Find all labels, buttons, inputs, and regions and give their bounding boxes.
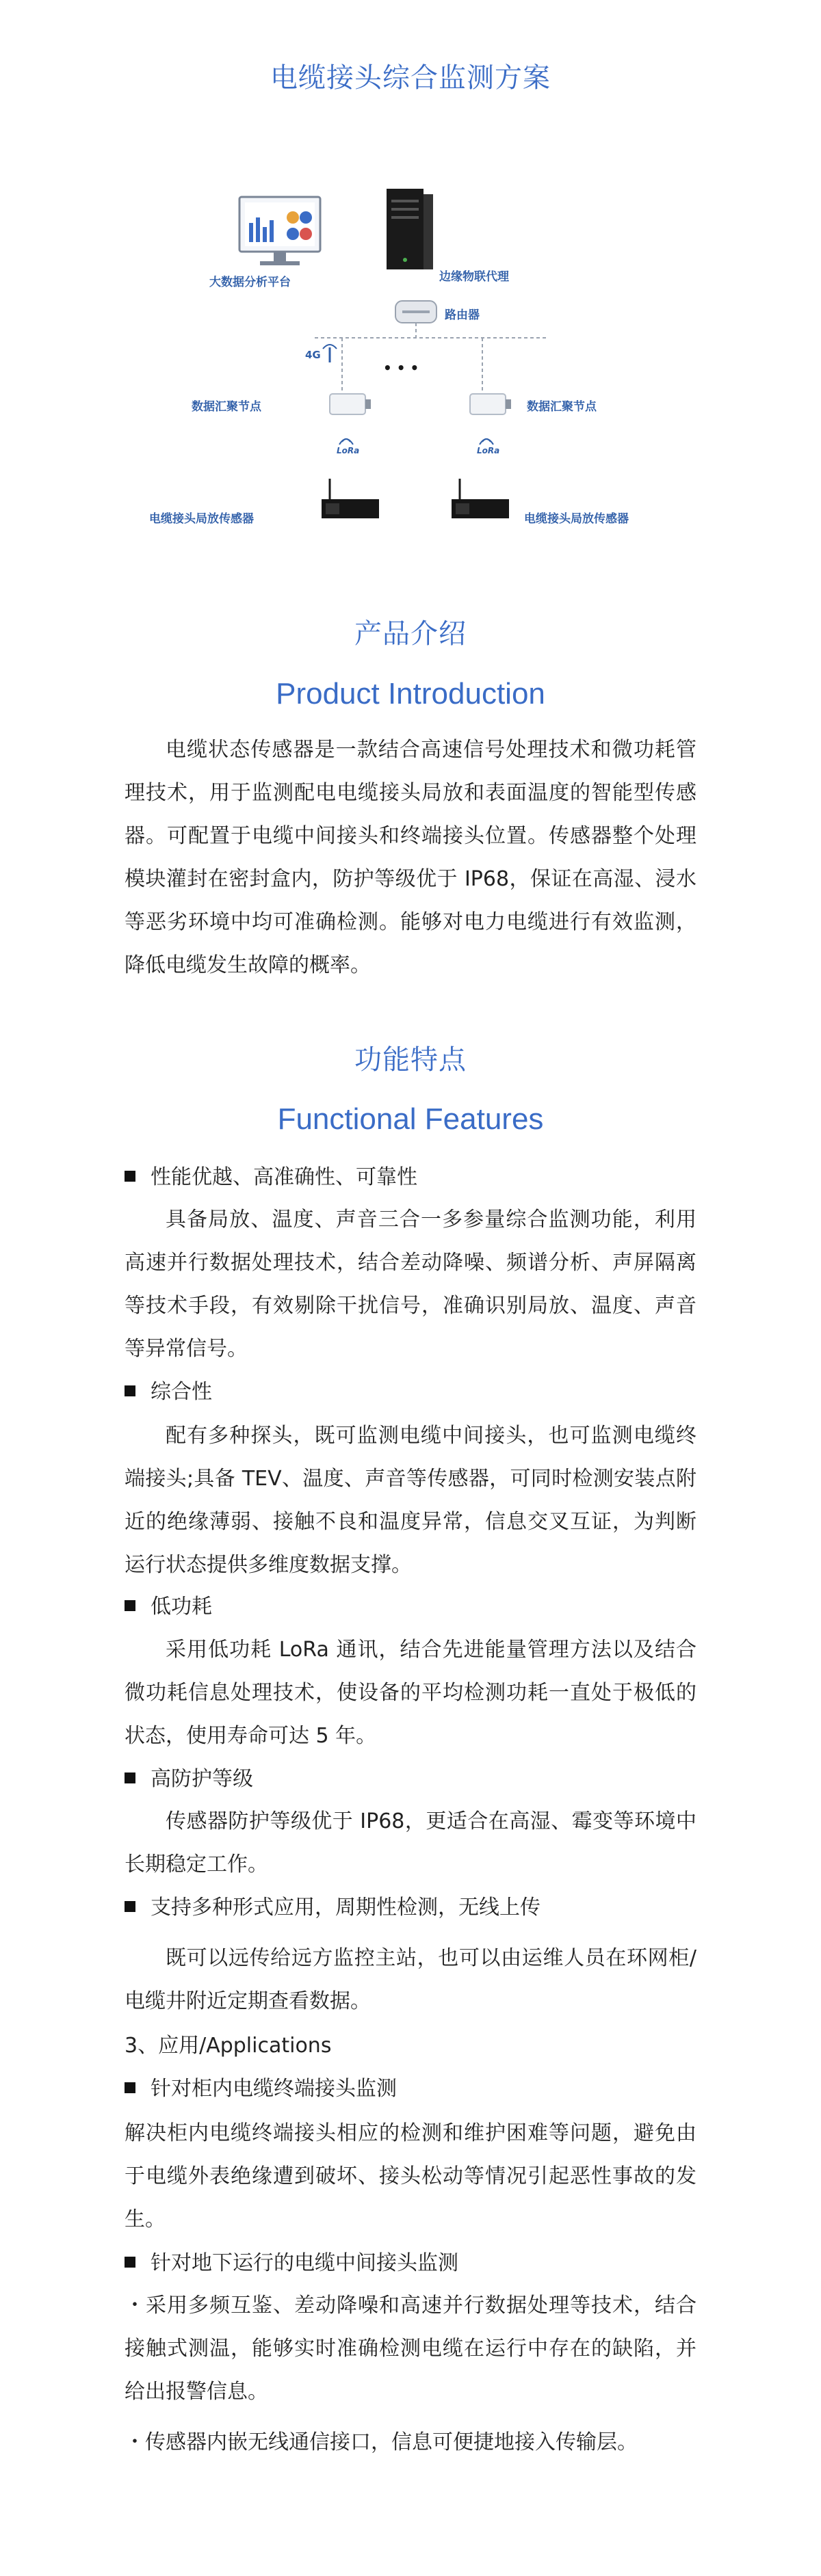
lora-left-label: LoRa <box>337 446 360 455</box>
feature-heading-1: 性能优越、高准确性、可靠性 <box>125 1164 696 1191</box>
feature-text-5: 既可以远传给远方监控主站，也可以由运维人员在环网柜/电缆井附近定期查看数据。 <box>125 1946 696 2013</box>
square-bullet-icon <box>125 2257 135 2268</box>
feature-heading-4: 高防护等级 <box>125 1766 696 1793</box>
data-node-left-icon <box>330 394 371 414</box>
edge-proxy-label: 边缘物联代理 <box>439 270 509 284</box>
application-text-1: 解决柜内电缆终端接头相应的检测和维护困难等问题，避免由于电缆外表绝缘遭到破坏、接头松动等情况引起恶性事故的发生。 <box>125 2121 696 2231</box>
server-icon <box>387 189 433 269</box>
network-label: 4G <box>305 349 321 361</box>
intro-title-en: Product Introduction <box>276 677 545 711</box>
sensor-left-icon <box>322 479 379 518</box>
application-heading-1: 针对柜内电缆终端接头监测 <box>125 2075 696 2103</box>
intro-paragraph: 电缆状态传感器是一款结合高速信号处理技术和微功耗管理技术，用于监测配电电缆接头局放和表面温度的智能型传感器。可配置于电缆中间接头和终端接头位置。传感器整个处理模块灌封在密封盒内，防护等级优于 IP68，保证在高湿、浸水等恶劣环境中均可准确检测。能够对电力电缆进行有效监测，降低电缆发生故障的概率。 <box>125 738 696 977</box>
node-right-label: 数据汇聚节点 <box>527 400 597 414</box>
antenna-icon <box>323 345 337 362</box>
application-heading-2: 针对地下运行的电缆中间接头监测 <box>125 2250 696 2277</box>
sensor-left-label: 电缆接头局放传感器 <box>149 512 254 526</box>
square-bullet-icon <box>125 1600 135 1611</box>
applications-title: 3、应用/Applications <box>125 2034 332 2058</box>
page-title: 电缆接头综合监测方案 <box>270 62 551 94</box>
intro-title-cn: 产品介绍 <box>354 618 467 650</box>
square-bullet-icon <box>125 1772 135 1783</box>
square-bullet-icon <box>125 1901 135 1912</box>
application-text-2: ・采用多频互鉴、差动降噪和高速并行数据处理等技术，结合接触式测温，能够实时准确检测电缆在运行中存在的缺陷，并给出报警信息。 <box>125 2294 696 2404</box>
square-bullet-icon <box>125 2082 135 2093</box>
features-title-cn: 功能特点 <box>354 1044 467 1076</box>
feature-text-2: 配有多种探头，既可监测电缆中间接头，也可监测电缆终端接头;具备 TEV、温度、声音等传感器，可同时检测安装点附近的绝缘薄弱、接触不良和温度异常，信息交叉互证，为判断运行状态提供多维度数据支撑。 <box>125 1424 696 1577</box>
data-node-right-icon <box>470 394 511 414</box>
monitor-icon <box>239 197 320 265</box>
node-left-label: 数据汇聚节点 <box>192 400 261 414</box>
ellipsis: • • • <box>383 360 419 376</box>
feature-heading-2: 综合性 <box>125 1379 696 1406</box>
square-bullet-icon <box>125 1385 135 1396</box>
feature-heading-5: 支持多种形式应用，周期性检测，无线上传 <box>125 1894 696 1922</box>
feature-text-3: 采用低功耗 LoRa 通讯，结合先进能量管理方法以及结合微功耗信息处理技术，使设备的平均检测功耗一直处于极低的状态，使用寿命可达 5 年。 <box>125 1638 696 1748</box>
application-text-2-extra: ・传感器内嵌无线通信接口，信息可便捷地接入传输层。 <box>125 2430 638 2454</box>
platform-label: 大数据分析平台 <box>209 276 291 289</box>
feature-text-1: 具备局放、温度、声音三合一多参量综合监测功能，利用高速并行数据处理技术，结合差动降噪、频谱分析、声屏隔离等技术手段，有效剔除干扰信号，准确识别局放、温度、声音等异常信号。 <box>125 1208 696 1361</box>
feature-heading-3: 低功耗 <box>125 1593 696 1621</box>
feature-text-4: 传感器防护等级优于 IP68，更适合在高湿、霉变等环境中长期稳定工作。 <box>125 1809 696 1876</box>
sensor-right-label: 电缆接头局放传感器 <box>524 512 629 526</box>
router-icon <box>395 301 436 323</box>
lora-left-icon <box>339 439 353 444</box>
router-label: 路由器 <box>445 308 480 322</box>
square-bullet-icon <box>125 1171 135 1182</box>
features-title-en: Functional Features <box>277 1102 544 1136</box>
lora-right-label: LoRa <box>477 446 500 455</box>
sensor-right-icon <box>452 479 509 518</box>
lora-right-icon <box>480 439 493 444</box>
system-diagram <box>137 176 684 559</box>
